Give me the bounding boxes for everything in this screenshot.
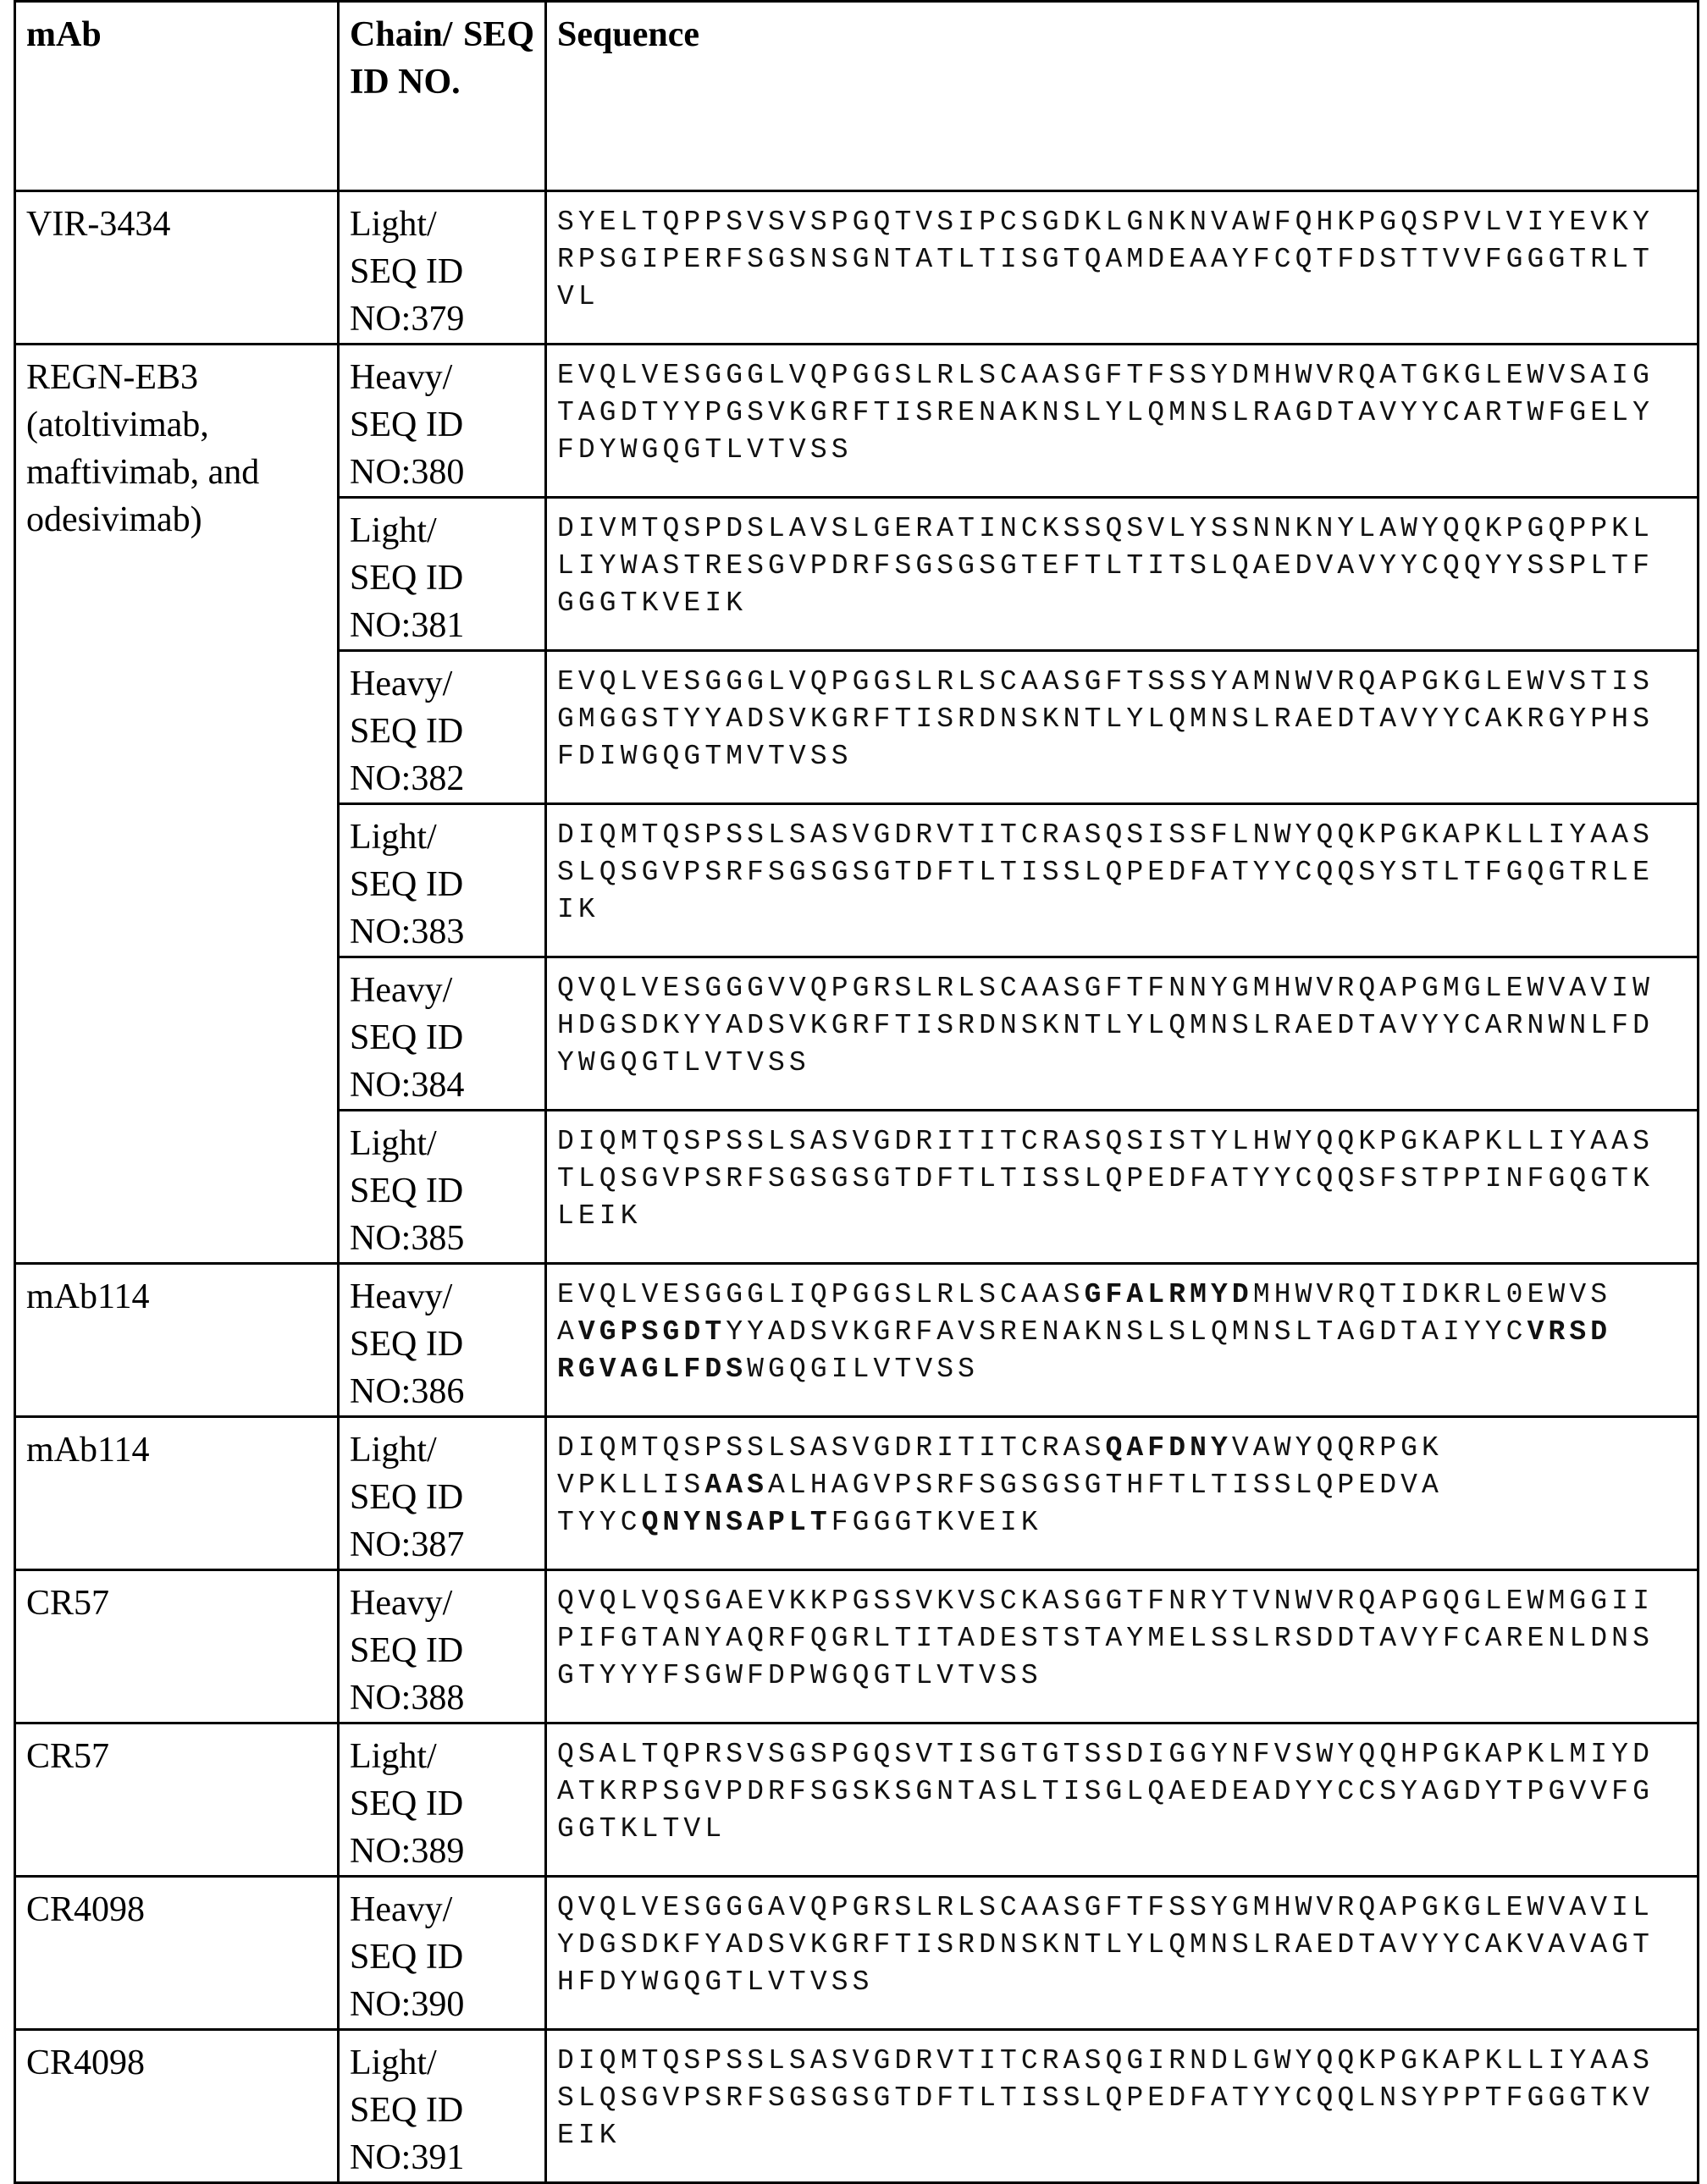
sequence-segment: RPSGIPERFSGSNSGNTATLTISGTQAMDEAAYFCQTFDSTTVVFGGGTRLT: [557, 244, 1654, 275]
table-row: [15, 191, 1699, 345]
seq-id-number: SEQ ID NO:390: [350, 1933, 534, 2028]
sequence-segment: HFDYWGQGTLVTVSS: [557, 1966, 874, 1998]
sequence-segment: YYADSVKGRFAVSRENAKNSLSLQMNSLTAGDTAIYYC: [726, 1316, 1527, 1348]
sequence-segment: LEIK: [557, 1200, 642, 1232]
chain-seq-id-cell: [339, 1417, 546, 1570]
sequence-line: [557, 1277, 1687, 1314]
sequence-line: [557, 1467, 1687, 1504]
sequence-line: [557, 1620, 1687, 1657]
chain-type: Light/: [350, 507, 534, 554]
mab-name-cell: CR4098: [15, 1877, 339, 2030]
chain-type: Heavy/: [350, 1580, 534, 1627]
chain-type: Light/: [350, 2039, 534, 2087]
sequence-segment: EVQLVESGGGLVQPGGSLRLSCAASGFTSSSYAMNWVRQAPGKGLEWVSTIS: [557, 666, 1654, 698]
chain-type: Light/: [350, 813, 534, 861]
sequence-cell: [546, 345, 1699, 498]
seq-id-number: SEQ ID NO:384: [350, 1014, 534, 1109]
sequence-line: [557, 891, 1687, 929]
sequence-segment: ALHAGVPSRFSGSGSGTHFTLTISSLQPEDVA: [768, 1470, 1443, 1501]
cdr-highlight: GFALRMYD: [1085, 1279, 1253, 1310]
sequence-line: [557, 585, 1687, 622]
chain-seq-id-cell: [339, 957, 546, 1111]
chain-seq-id-cell: [339, 1877, 546, 2030]
chain-seq-id-cell: [339, 498, 546, 651]
sequence-segment: A: [557, 1316, 578, 1348]
sequence-segment: DIQMTQSPSSLSASVGDRVTITCRASQSISSFLNWYQQKPGKAPKLLIYAAS: [557, 819, 1654, 851]
chain-type: Heavy/: [350, 354, 534, 401]
table-body: [15, 191, 1699, 2183]
mab-name-cell: mAb114: [15, 1264, 339, 1417]
table-row: [15, 345, 1699, 498]
sequence-line: [557, 1811, 1687, 1848]
cdr-highlight: VRSD: [1527, 1316, 1612, 1348]
seq-id-number: SEQ ID NO:385: [350, 1167, 534, 1262]
sequence-line: [557, 1123, 1687, 1161]
cdr-highlight: VGPSGDT: [578, 1316, 726, 1348]
sequence-segment: DIQMTQSPSSLSASVGDRITITCRAS: [557, 1432, 1105, 1464]
sequence-line: [557, 1583, 1687, 1620]
sequence-cell: [546, 2030, 1699, 2183]
sequence-segment: EVQLVESGGGLVQPGGSLRLSCAASGFTFSSYDMHWVRQATGKGLEWVSAIG: [557, 360, 1654, 391]
sequence-cell: [546, 1570, 1699, 1723]
sequence-cell: [546, 651, 1699, 804]
chain-seq-id-cell: [339, 1570, 546, 1723]
sequence-segment: GMGGSTYYADSVKGRFTISRDNSKNTLYLQMNSLRAEDTAVYYCAKRGYPHS: [557, 703, 1654, 735]
sequence-line: [557, 817, 1687, 854]
mab-name-cell: REGN-EB3 (atoltivimab, maftivimab, and odesivimab): [15, 345, 339, 1264]
cdr-highlight: AAS: [704, 1470, 768, 1501]
chain-seq-id-cell: [339, 651, 546, 804]
sequence-line: [557, 1045, 1687, 1082]
sequence-segment: YDGSDKFYADSVKGRFTISRDNSKNTLYLQMNSLRAEDTAVYYCAKVAVAGT: [557, 1929, 1654, 1961]
table-row: [15, 1723, 1699, 1877]
sequence-line: [557, 1964, 1687, 2001]
cdr-highlight: QAFDNY: [1105, 1432, 1231, 1464]
chain-type: Light/: [350, 1426, 534, 1474]
sequence-segment: IK: [557, 894, 599, 925]
table-row: [15, 1877, 1699, 2030]
sequence-segment: FGGGTKVEIK: [831, 1507, 1042, 1538]
sequence-segment: GTYYYFSGWFDPWGQGTLVTVSS: [557, 1660, 1042, 1691]
header-chain-seq-id: Chain/ SEQ ID NO.: [339, 2, 546, 191]
sequence-line: [557, 1736, 1687, 1773]
sequence-line: [557, 854, 1687, 891]
seq-id-number: SEQ ID NO:389: [350, 1780, 534, 1875]
sequence-line: [557, 510, 1687, 548]
sequence-cell: [546, 191, 1699, 345]
sequence-segment: TLQSGVPSRFSGSGSGTDFTLTISSLQPEDFATYYCQQSFSTPPINFGQGTK: [557, 1163, 1654, 1194]
sequence-line: [557, 1351, 1687, 1388]
sequence-line: [557, 738, 1687, 775]
sequence-line: [557, 1198, 1687, 1235]
sequence-segment: FDYWGQGTLVTVSS: [557, 434, 853, 466]
table-row: [15, 1570, 1699, 1723]
sequence-line: [557, 2080, 1687, 2117]
seq-id-number: SEQ ID NO:380: [350, 401, 534, 496]
chain-seq-id-cell: [339, 1723, 546, 1877]
sequence-segment: DIQMTQSPSSLSASVGDRVTITCRASQGIRNDLGWYQQKPGKAPKLLIYAAS: [557, 2045, 1654, 2076]
chain-seq-id-cell: [339, 191, 546, 345]
table-row: [15, 1264, 1699, 1417]
sequence-segment: GGGTKVEIK: [557, 587, 747, 619]
sequence-segment: QVQLVESGGGAVQPGRSLRLSCAASGFTFSSYGMHWVRQAPGKGLEWVAVIL: [557, 1892, 1654, 1923]
sequence-line: [557, 1504, 1687, 1541]
sequence-line: [557, 1161, 1687, 1198]
sequence-line: [557, 1657, 1687, 1695]
sequence-line: [557, 1889, 1687, 1927]
header-sequence: Sequence: [546, 2, 1699, 191]
mab-name-cell: mAb114: [15, 1417, 339, 1570]
seq-id-number: SEQ ID NO:383: [350, 861, 534, 956]
sequence-line: [557, 1314, 1687, 1351]
sequence-line: [557, 1927, 1687, 1964]
chain-type: Light/: [350, 1733, 534, 1780]
chain-type: Heavy/: [350, 967, 534, 1014]
sequence-line: [557, 970, 1687, 1007]
sequence-segment: VAWYQQRPGK: [1232, 1432, 1443, 1464]
cdr-highlight: QNYNSAPLT: [642, 1507, 831, 1538]
sequence-segment: QSALTQPRSVSGSPGQSVTISGTGTSSDIGGYNFVSWYQQHPGKAPKLMIYD: [557, 1739, 1654, 1770]
sequence-cell: [546, 957, 1699, 1111]
sequence-segment: TYYC: [557, 1507, 642, 1538]
sequence-segment: HDGSDKYYADSVKGRFTISRDNSKNTLYLQMNSLRAEDTAVYYCARNWNLFD: [557, 1010, 1654, 1041]
sequence-line: [557, 701, 1687, 738]
seq-id-number: SEQ ID NO:386: [350, 1321, 534, 1415]
mab-name-cell: CR57: [15, 1570, 339, 1723]
sequence-segment: FDIWGQGTMVTVSS: [557, 741, 853, 772]
sequence-cell: [546, 1111, 1699, 1264]
sequence-segment: DIVMTQSPDSLAVSLGERATINCKSSQSVLYSSNNKNYLAWYQQKPGQPPKL: [557, 513, 1654, 544]
cdr-highlight: RGVAGLFDS: [557, 1354, 747, 1385]
chain-type: Light/: [350, 201, 534, 248]
table-row: [15, 1417, 1699, 1570]
header-mab: mAb: [15, 2, 339, 191]
seq-id-number: SEQ ID NO:388: [350, 1627, 534, 1722]
header-row: [15, 2, 1699, 191]
sequence-segment: QVQLVQSGAEVKKPGSSVKVSCKASGGTFNRYTVNWVRQAPGQGLEWMGGII: [557, 1586, 1654, 1617]
chain-seq-id-cell: [339, 804, 546, 957]
mab-name-cell: VIR-3434: [15, 191, 339, 345]
sequence-line: [557, 2117, 1687, 2154]
sequence-segment: QVQLVESGGGVVQPGRSLRLSCAASGFTFNNYGMHWVRQAPGMGLEWVAVIW: [557, 973, 1654, 1004]
seq-id-number: SEQ ID NO:382: [350, 708, 534, 802]
sequence-line: [557, 204, 1687, 241]
sequence-segment: SYELTQPPSVSVSPGQTVSIPCSGDKLGNKNVAWFQHKPGQSPVLVIYEVKY: [557, 207, 1654, 238]
sequence-segment: EVQLVESGGGLIQPGGSLRLSCAAS: [557, 1279, 1085, 1310]
seq-id-number: SEQ ID NO:391: [350, 2087, 534, 2181]
sequence-line: [557, 357, 1687, 394]
seq-id-number: SEQ ID NO:387: [350, 1474, 534, 1569]
mab-name-cell: CR57: [15, 1723, 339, 1877]
sequence-segment: DIQMTQSPSSLSASVGDRITITCRASQSISTYLHWYQQKPGKAPKLLIYAAS: [557, 1126, 1654, 1157]
chain-type: Light/: [350, 1120, 534, 1167]
table-row: [15, 2030, 1699, 2183]
sequence-cell: [546, 804, 1699, 957]
chain-seq-id-cell: [339, 345, 546, 498]
antibody-sequence-table: [14, 0, 1699, 2184]
sequence-segment: YWGQGTLVTVSS: [557, 1047, 810, 1078]
chain-type: Heavy/: [350, 1273, 534, 1321]
chain-seq-id-cell: [339, 1264, 546, 1417]
sequence-line: [557, 548, 1687, 585]
chain-seq-id-cell: [339, 1111, 546, 1264]
sequence-segment: TAGDTYYPGSVKGRFTISRENAKNSLYLQMNSLRAGDTAVYYCARTWFGELY: [557, 397, 1654, 428]
sequence-cell: [546, 1723, 1699, 1877]
chain-type: Heavy/: [350, 1886, 534, 1933]
sequence-segment: GGTKLTVL: [557, 1813, 726, 1845]
sequence-line: [557, 432, 1687, 469]
sequence-line: [557, 664, 1687, 701]
sequence-line: [557, 394, 1687, 432]
sequence-cell: [546, 1264, 1699, 1417]
seq-id-number: SEQ ID NO:379: [350, 248, 534, 343]
sequence-segment: VL: [557, 281, 599, 312]
mab-name-cell: CR4098: [15, 2030, 339, 2183]
sequence-segment: WGQGILVTVSS: [747, 1354, 979, 1385]
seq-id-number: SEQ ID NO:381: [350, 554, 534, 649]
sequence-line: [557, 1430, 1687, 1467]
sequence-segment: SLQSGVPSRFSGSGSGTDFTLTISSLQPEDFATYYCQQSYSTLTFGQGTRLE: [557, 857, 1654, 888]
sequence-line: [557, 1007, 1687, 1045]
sequence-segment: MHWVRQTIDKRL0EWVS: [1253, 1279, 1611, 1310]
sequence-line: [557, 1773, 1687, 1811]
sequence-segment: EIK: [557, 2120, 621, 2151]
sequence-line: [557, 241, 1687, 279]
sequence-line: [557, 279, 1687, 316]
sequence-cell: [546, 1877, 1699, 2030]
chain-type: Heavy/: [350, 660, 534, 708]
chain-seq-id-cell: [339, 2030, 546, 2183]
sequence-segment: ATKRPSGVPDRFSGSKSGNTASLTISGLQAEDEADYYCCSYAGDYTPGVVFG: [557, 1776, 1654, 1807]
sequence-cell: [546, 498, 1699, 651]
sequence-segment: PIFGTANYAQRFQGRLTITADESTSTAYMELSSLRSDDTAVYFCARENLDNS: [557, 1623, 1654, 1654]
sequence-segment: SLQSGVPSRFSGSGSGTDFTLTISSLQPEDFATYYCQQLNSYPPTFGGGTKV: [557, 2082, 1654, 2114]
sequence-segment: LIYWASTRESGVPDRFSGSGSGTEFTLTITSLQAEDVAVYYCQQYYSSPLTF: [557, 550, 1654, 582]
sequence-segment: VPKLLIS: [557, 1470, 704, 1501]
sequence-cell: [546, 1417, 1699, 1570]
sequence-line: [557, 2043, 1687, 2080]
